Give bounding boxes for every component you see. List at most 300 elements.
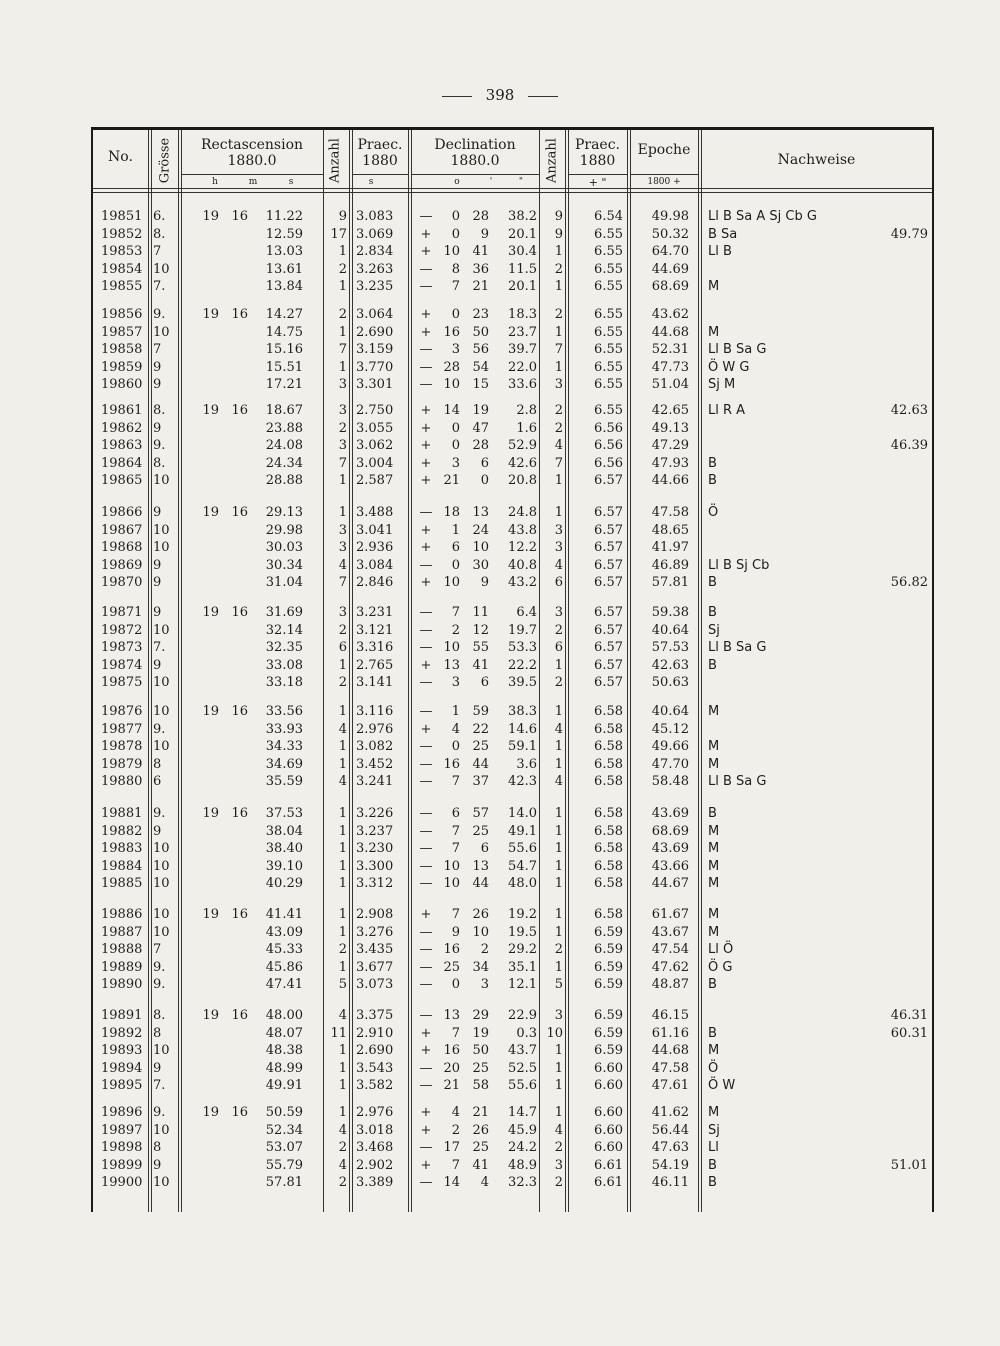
cell-dm: 9 bbox=[480, 575, 489, 591]
cell-anz: 1 bbox=[338, 858, 347, 874]
cell-dm: 24 bbox=[472, 522, 489, 538]
cell-anz2: 1 bbox=[554, 359, 563, 375]
cell-prd: 6.58 bbox=[594, 806, 623, 821]
cell-prd: 6.57 bbox=[594, 522, 623, 538]
cell-sign: + bbox=[420, 473, 432, 489]
cell-no: 19879 bbox=[101, 756, 143, 772]
cell-no: 19874 bbox=[101, 657, 143, 673]
cell-anz2: 1 bbox=[554, 806, 563, 821]
cell-ep: 47.58 bbox=[651, 1060, 689, 1076]
cell-nw: B bbox=[708, 977, 717, 993]
cell-no: 19875 bbox=[101, 675, 143, 691]
cell-no: 19868 bbox=[101, 540, 143, 556]
cell-ds: 38.2 bbox=[508, 209, 537, 224]
cell-pra: 2.910 bbox=[356, 1025, 394, 1041]
cell-pra: 3.241 bbox=[356, 774, 394, 790]
cell-ds: 14.6 bbox=[508, 721, 537, 737]
cell-prd: 6.57 bbox=[594, 540, 623, 556]
cell-anz2: 2 bbox=[554, 942, 563, 958]
cell-prd: 6.55 bbox=[594, 403, 623, 418]
cell-sign: + bbox=[420, 657, 432, 673]
cell-sign: — bbox=[419, 261, 433, 277]
cell-dm: 44 bbox=[472, 876, 489, 892]
table-row bbox=[93, 875, 932, 892]
cell-ep: 43.69 bbox=[651, 841, 689, 857]
cell-s: 33.93 bbox=[265, 721, 303, 737]
cell-anz2: 1 bbox=[554, 841, 563, 857]
cell-gr: 10 bbox=[153, 739, 170, 755]
cell-no: 19867 bbox=[101, 522, 143, 538]
cell-anz: 4 bbox=[338, 1122, 347, 1138]
table-row bbox=[93, 738, 932, 755]
table-row bbox=[93, 402, 932, 419]
cell-d: 7 bbox=[451, 1157, 460, 1173]
cell-d: 16 bbox=[443, 942, 460, 958]
cell-dm: 6 bbox=[480, 675, 489, 691]
cell-ep: 46.89 bbox=[651, 557, 689, 573]
cell-ds: 19.2 bbox=[508, 907, 537, 922]
cell-d: 3 bbox=[451, 675, 460, 691]
cell-d: 7 bbox=[451, 1025, 460, 1041]
cell-nw: M bbox=[708, 756, 720, 772]
cell-d: 10 bbox=[443, 876, 460, 892]
cell-ep: 41.97 bbox=[651, 540, 689, 556]
cell-pra: 3.300 bbox=[356, 858, 394, 874]
table-row bbox=[93, 703, 932, 720]
cell-d: 2 bbox=[451, 1122, 460, 1138]
cell-sign: + bbox=[420, 907, 432, 922]
cell-sign: — bbox=[419, 704, 433, 719]
unit-m: m bbox=[248, 177, 258, 187]
cell-ds: 48.0 bbox=[508, 876, 537, 892]
cell-prd: 6.59 bbox=[594, 1008, 623, 1023]
cell-dm: 19 bbox=[472, 1025, 489, 1041]
table-row bbox=[93, 472, 932, 489]
cell-no: 19894 bbox=[101, 1060, 143, 1076]
cell-s: 45.33 bbox=[265, 942, 303, 958]
cell-ds: 1.6 bbox=[516, 420, 537, 436]
cell-nw: Ll Ö bbox=[708, 942, 734, 958]
cell-h: 19 bbox=[202, 907, 219, 922]
cell-gr: 8. bbox=[153, 403, 166, 418]
cell-prd: 6.58 bbox=[594, 841, 623, 857]
cell-prd: 6.55 bbox=[594, 324, 623, 340]
cell-nw: B bbox=[708, 1025, 717, 1041]
cell-extra: 51.01 bbox=[890, 1157, 928, 1173]
table-row bbox=[93, 455, 932, 472]
table-row bbox=[93, 721, 932, 738]
cell-sign: — bbox=[419, 942, 433, 958]
cell-anz2: 4 bbox=[554, 721, 563, 737]
cell-s: 29.13 bbox=[265, 505, 303, 520]
cell-no: 19863 bbox=[101, 438, 143, 454]
cell-h: 19 bbox=[202, 1105, 219, 1120]
cell-gr: 8. bbox=[153, 455, 166, 471]
cell-sign: + bbox=[420, 403, 432, 418]
cell-pra: 2.690 bbox=[356, 324, 394, 340]
table-row bbox=[93, 906, 932, 923]
cell-ep: 47.73 bbox=[651, 359, 689, 375]
cell-gr: 10 bbox=[153, 622, 170, 638]
cell-nw: M bbox=[708, 841, 720, 857]
cell-dm: 4 bbox=[480, 1175, 489, 1191]
cell-gr: 9 bbox=[153, 1060, 162, 1076]
cell-no: 19862 bbox=[101, 420, 143, 436]
cell-nw: M bbox=[708, 924, 720, 940]
cell-anz2: 10 bbox=[546, 1025, 563, 1041]
cell-s: 17.21 bbox=[265, 377, 303, 393]
header-groesse: Grösse bbox=[157, 137, 173, 184]
cell-anz2: 1 bbox=[554, 505, 563, 520]
cell-prd: 6.57 bbox=[594, 605, 623, 620]
cell-nw: Ll B bbox=[708, 244, 732, 260]
cell-anz2: 1 bbox=[554, 473, 563, 489]
cell-anz2: 4 bbox=[554, 438, 563, 454]
cell-sign: — bbox=[419, 1078, 433, 1094]
header-praec-ra-year: 1880 bbox=[362, 153, 398, 169]
cell-pra: 3.226 bbox=[356, 806, 394, 821]
table-row bbox=[93, 278, 932, 295]
cell-d: 16 bbox=[443, 1043, 460, 1059]
ra-unit-rule bbox=[181, 174, 323, 175]
cell-nw: M bbox=[708, 739, 720, 755]
unit-praec-decl: + " bbox=[588, 176, 607, 189]
cell-anz: 1 bbox=[338, 324, 347, 340]
cell-ep: 47.70 bbox=[651, 756, 689, 772]
cell-ep: 57.53 bbox=[651, 640, 689, 656]
unit-deg: o bbox=[454, 177, 460, 187]
cell-no: 19861 bbox=[101, 403, 143, 418]
catalog-table bbox=[91, 127, 934, 1212]
cell-anz: 1 bbox=[338, 876, 347, 892]
cell-anz: 2 bbox=[338, 675, 347, 691]
cell-s: 13.03 bbox=[265, 244, 303, 260]
cell-gr: 6 bbox=[153, 774, 162, 790]
cell-dm: 30 bbox=[472, 557, 489, 573]
cell-sign: — bbox=[419, 209, 433, 224]
cell-s: 57.81 bbox=[265, 1175, 303, 1191]
cell-anz: 2 bbox=[338, 942, 347, 958]
cell-pra: 3.435 bbox=[356, 942, 394, 958]
cell-ds: 39.7 bbox=[508, 342, 537, 358]
cell-s: 11.22 bbox=[265, 209, 303, 224]
page-number-dash-left bbox=[442, 96, 472, 97]
cell-pra: 2.690 bbox=[356, 1043, 394, 1059]
cell-anz2: 3 bbox=[554, 377, 563, 393]
cell-nw: Ll B Sa A Sj Cb G bbox=[708, 209, 817, 224]
cell-gr: 10 bbox=[153, 876, 170, 892]
cell-sign: + bbox=[420, 226, 432, 242]
cell-pra: 3.018 bbox=[356, 1122, 394, 1138]
cell-m: 16 bbox=[231, 806, 248, 821]
cell-ep: 42.63 bbox=[651, 657, 689, 673]
cell-dm: 55 bbox=[472, 640, 489, 656]
cell-pra: 3.062 bbox=[356, 438, 394, 454]
cell-anz2: 4 bbox=[554, 774, 563, 790]
cell-d: 3 bbox=[451, 342, 460, 358]
cell-dm: 15 bbox=[472, 377, 489, 393]
cell-anz: 4 bbox=[338, 774, 347, 790]
cell-ds: 53.3 bbox=[508, 640, 537, 656]
cell-d: 0 bbox=[451, 977, 460, 993]
cell-no: 19900 bbox=[101, 1175, 143, 1191]
table-row bbox=[93, 437, 932, 454]
table-row bbox=[93, 420, 932, 437]
cell-anz: 1 bbox=[338, 739, 347, 755]
cell-dm: 9 bbox=[480, 226, 489, 242]
cell-d: 13 bbox=[443, 1008, 460, 1023]
cell-no: 19852 bbox=[101, 226, 143, 242]
cell-s: 14.75 bbox=[265, 324, 303, 340]
cell-prd: 6.57 bbox=[594, 505, 623, 520]
cell-dm: 12 bbox=[472, 622, 489, 638]
cell-pra: 3.452 bbox=[356, 756, 394, 772]
cell-anz: 9 bbox=[338, 209, 347, 224]
unit-epoche: 1800 + bbox=[647, 177, 681, 187]
cell-ds: 48.9 bbox=[508, 1157, 537, 1173]
cell-ds: 30.4 bbox=[508, 244, 537, 260]
cell-dm: 0 bbox=[480, 473, 489, 489]
cell-anz: 1 bbox=[338, 1078, 347, 1094]
cell-d: 7 bbox=[451, 279, 460, 295]
cell-nw: Ll R A bbox=[708, 403, 746, 418]
cell-ep: 46.11 bbox=[651, 1175, 689, 1191]
cell-s: 29.98 bbox=[265, 522, 303, 538]
cell-ds: 43.2 bbox=[508, 575, 537, 591]
cell-dm: 19 bbox=[472, 403, 489, 418]
cell-s: 31.69 bbox=[265, 605, 303, 620]
cell-dm: 26 bbox=[472, 1122, 489, 1138]
cell-gr: 9. bbox=[153, 806, 166, 821]
cell-anz: 3 bbox=[338, 377, 347, 393]
cell-ep: 44.67 bbox=[651, 876, 689, 892]
cell-s: 38.40 bbox=[265, 841, 303, 857]
cell-dm: 11 bbox=[472, 605, 489, 620]
header-epoche: Epoche bbox=[637, 142, 691, 158]
cell-ds: 23.7 bbox=[508, 324, 537, 340]
cell-s: 49.91 bbox=[265, 1078, 303, 1094]
cell-gr: 8. bbox=[153, 1008, 166, 1023]
cell-no: 19889 bbox=[101, 959, 143, 975]
cell-dm: 6 bbox=[480, 455, 489, 471]
cell-anz: 2 bbox=[338, 622, 347, 638]
cell-s: 15.51 bbox=[265, 359, 303, 375]
cell-ep: 54.19 bbox=[651, 1157, 689, 1173]
cell-ds: 3.6 bbox=[516, 756, 537, 772]
cell-s: 32.14 bbox=[265, 622, 303, 638]
cell-anz2: 1 bbox=[554, 876, 563, 892]
cell-ep: 47.54 bbox=[651, 942, 689, 958]
page-number-text: 398 bbox=[485, 86, 515, 104]
cell-ep: 48.87 bbox=[651, 977, 689, 993]
cell-d: 1 bbox=[451, 522, 460, 538]
cell-s: 34.33 bbox=[265, 739, 303, 755]
cell-anz: 6 bbox=[338, 640, 347, 656]
cell-s: 12.59 bbox=[265, 226, 303, 242]
cell-ep: 45.12 bbox=[651, 721, 689, 737]
cell-dm: 13 bbox=[472, 505, 489, 520]
cell-gr: 10 bbox=[153, 261, 170, 277]
cell-h: 19 bbox=[202, 605, 219, 620]
cell-anz2: 1 bbox=[554, 657, 563, 673]
cell-gr: 10 bbox=[153, 1043, 170, 1059]
cell-nw: M bbox=[708, 876, 720, 892]
cell-anz2: 1 bbox=[554, 739, 563, 755]
cell-ds: 22.0 bbox=[508, 359, 537, 375]
cell-anz2: 2 bbox=[554, 675, 563, 691]
cell-s: 30.34 bbox=[265, 557, 303, 573]
cell-ep: 51.04 bbox=[651, 377, 689, 393]
cell-d: 7 bbox=[451, 823, 460, 839]
cell-no: 19860 bbox=[101, 377, 143, 393]
cell-anz: 11 bbox=[330, 1025, 347, 1041]
cell-ep: 47.93 bbox=[651, 455, 689, 471]
cell-pra: 3.116 bbox=[356, 704, 394, 719]
cell-dm: 36 bbox=[472, 261, 489, 277]
cell-nw: B bbox=[708, 473, 717, 489]
cell-gr: 7 bbox=[153, 942, 162, 958]
cell-no: 19856 bbox=[101, 307, 143, 322]
cell-gr: 9. bbox=[153, 1105, 166, 1120]
cell-sign: — bbox=[419, 359, 433, 375]
cell-pra: 2.765 bbox=[356, 657, 394, 673]
cell-h: 19 bbox=[202, 209, 219, 224]
table-row bbox=[93, 574, 932, 591]
cell-s: 24.34 bbox=[265, 455, 303, 471]
cell-gr: 9 bbox=[153, 605, 162, 620]
cell-dm: 41 bbox=[472, 244, 489, 260]
header-nachweise: Nachweise bbox=[777, 152, 856, 168]
cell-gr: 9. bbox=[153, 721, 166, 737]
table-row bbox=[93, 557, 932, 574]
cell-pra: 3.082 bbox=[356, 739, 394, 755]
cell-gr: 10 bbox=[153, 1175, 170, 1191]
cell-gr: 10 bbox=[153, 924, 170, 940]
cell-gr: 6. bbox=[153, 209, 166, 224]
cell-ep: 44.68 bbox=[651, 324, 689, 340]
cell-sign: + bbox=[420, 575, 432, 591]
table-row bbox=[93, 639, 932, 656]
cell-pra: 3.083 bbox=[356, 209, 394, 224]
cell-s: 24.08 bbox=[265, 438, 303, 454]
cell-ep: 43.62 bbox=[651, 307, 689, 322]
cell-prd: 6.59 bbox=[594, 1043, 623, 1059]
cell-ep: 43.69 bbox=[651, 806, 689, 821]
cell-pra: 3.488 bbox=[356, 505, 394, 520]
cell-anz2: 2 bbox=[554, 307, 563, 322]
cell-d: 20 bbox=[443, 1060, 460, 1076]
cell-no: 19865 bbox=[101, 473, 143, 489]
cell-d: 7 bbox=[451, 774, 460, 790]
cell-m: 16 bbox=[231, 209, 248, 224]
cell-s: 31.04 bbox=[265, 575, 303, 591]
table-row bbox=[93, 1139, 932, 1156]
cell-dm: 44 bbox=[472, 756, 489, 772]
unit-arcmin: ' bbox=[489, 177, 493, 187]
cell-s: 53.07 bbox=[265, 1140, 303, 1156]
cell-anz: 1 bbox=[338, 1043, 347, 1059]
cell-ds: 22.2 bbox=[508, 657, 537, 673]
cell-ds: 14.7 bbox=[508, 1105, 537, 1120]
cell-pra: 2.834 bbox=[356, 244, 394, 260]
cell-d: 16 bbox=[443, 324, 460, 340]
cell-ep: 52.31 bbox=[651, 342, 689, 358]
cell-nw: M bbox=[708, 279, 720, 295]
cell-ep: 43.67 bbox=[651, 924, 689, 940]
cell-s: 48.07 bbox=[265, 1025, 303, 1041]
cell-prd: 6.56 bbox=[594, 420, 623, 436]
cell-prd: 6.57 bbox=[594, 557, 623, 573]
cell-prd: 6.58 bbox=[594, 739, 623, 755]
cell-pra: 3.121 bbox=[356, 622, 394, 638]
table-row bbox=[93, 657, 932, 674]
cell-nw: M bbox=[708, 1043, 720, 1059]
table-row bbox=[93, 243, 932, 260]
cell-nw: B bbox=[708, 806, 717, 821]
cell-dm: 29 bbox=[472, 1008, 489, 1023]
cell-no: 19876 bbox=[101, 704, 143, 719]
cell-dm: 21 bbox=[472, 1105, 489, 1120]
cell-gr: 7 bbox=[153, 342, 162, 358]
cell-sign: — bbox=[419, 924, 433, 940]
unit-praec-s: s bbox=[368, 177, 374, 187]
cell-prd: 6.55 bbox=[594, 377, 623, 393]
cell-ds: 18.3 bbox=[508, 307, 537, 322]
cell-prd: 6.56 bbox=[594, 438, 623, 454]
table-row bbox=[93, 504, 932, 521]
cell-gr: 9 bbox=[153, 657, 162, 673]
cell-s: 48.00 bbox=[265, 1008, 303, 1023]
cell-ep: 59.38 bbox=[651, 605, 689, 620]
cell-dm: 10 bbox=[472, 924, 489, 940]
cell-prd: 6.55 bbox=[594, 359, 623, 375]
table-row bbox=[93, 261, 932, 278]
cell-dm: 21 bbox=[472, 279, 489, 295]
cell-gr: 8 bbox=[153, 756, 162, 772]
header-praec-decl-year: 1880 bbox=[579, 153, 616, 169]
cell-ds: 20.1 bbox=[508, 279, 537, 295]
cell-pra: 3.677 bbox=[356, 959, 394, 975]
cell-gr: 9 bbox=[153, 1157, 162, 1173]
cell-ds: 33.6 bbox=[508, 377, 537, 393]
cell-s: 52.34 bbox=[265, 1122, 303, 1138]
cell-s: 40.29 bbox=[265, 876, 303, 892]
cell-dm: 56 bbox=[472, 342, 489, 358]
cell-nw: M bbox=[708, 823, 720, 839]
praec2-unit-rule bbox=[568, 174, 627, 175]
cell-pra: 3.230 bbox=[356, 841, 394, 857]
cell-anz2: 3 bbox=[554, 540, 563, 556]
table-row bbox=[93, 208, 932, 225]
cell-d: 1 bbox=[451, 704, 460, 719]
cell-anz: 17 bbox=[330, 226, 347, 242]
cell-dm: 2 bbox=[480, 942, 489, 958]
cell-h: 19 bbox=[202, 1008, 219, 1023]
cell-ep: 68.69 bbox=[651, 279, 689, 295]
cell-ds: 24.8 bbox=[508, 505, 537, 520]
cell-gr: 9. bbox=[153, 307, 166, 322]
cell-sign: + bbox=[420, 438, 432, 454]
cell-sign: — bbox=[419, 622, 433, 638]
cell-no: 19899 bbox=[101, 1157, 143, 1173]
cell-anz: 1 bbox=[338, 505, 347, 520]
cell-m: 16 bbox=[231, 1105, 248, 1120]
cell-prd: 6.59 bbox=[594, 1025, 623, 1041]
cell-anz: 1 bbox=[338, 823, 347, 839]
praec-unit-rule bbox=[352, 174, 408, 175]
cell-nw: M bbox=[708, 704, 720, 719]
cell-d: 21 bbox=[443, 473, 460, 489]
